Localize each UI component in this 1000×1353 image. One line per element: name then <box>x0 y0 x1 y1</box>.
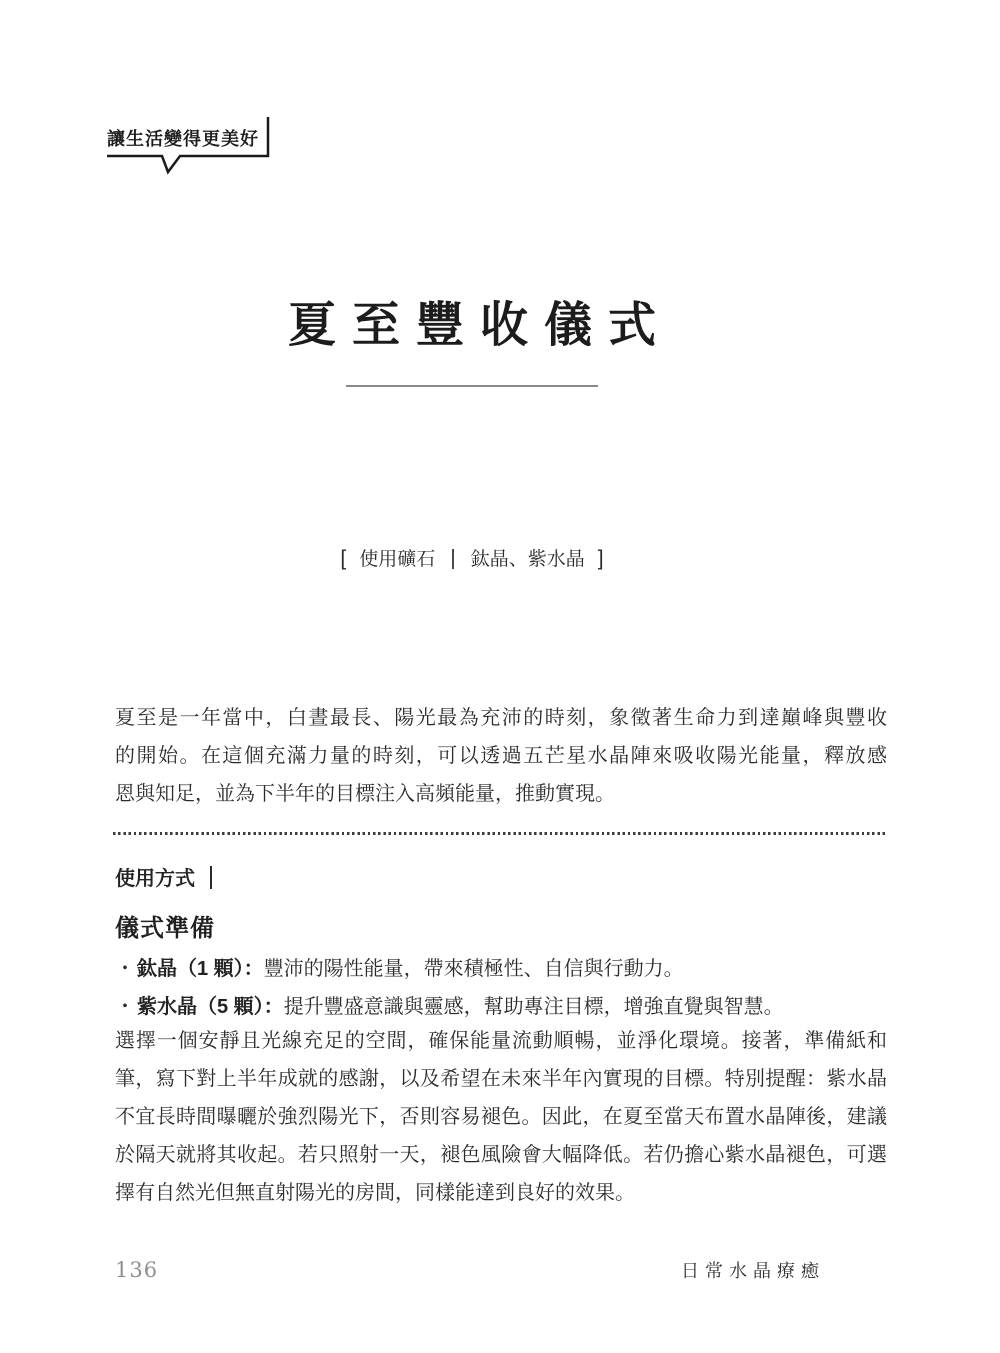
intro-line: 夏至是一年當中，白晝最長、陽光最為充沛的時刻，象徵著生命力到達巔峰與豐收 <box>115 707 887 729</box>
bullet-dot-icon: ・ <box>115 958 135 980</box>
stones-used-label: 使用礦石 <box>359 549 436 570</box>
vertical-bar-icon <box>210 866 212 889</box>
vertical-divider-icon <box>452 549 454 569</box>
bracket-right: ] <box>597 547 604 570</box>
page-title: 夏至豐收儀式 <box>287 299 672 352</box>
usage-method-label: 使用方式 <box>115 868 195 890</box>
page-number: 136 <box>115 1258 159 1282</box>
preparation-paragraph <box>115 1022 887 1212</box>
paragraph-line: 不宜長時間曝曬於強烈陽光下，否則容易褪色。因此，在夏至當天布置水晶陣後，建議 <box>115 1106 887 1128</box>
paragraph-line: 筆，寫下對上半年成就的感謝，以及希望在未來半年內實現的目標。特別提醒：紫水晶 <box>115 1068 887 1090</box>
intro-line: 恩與知足，並為下半年的目標注入高頻能量，推動實現。 <box>115 783 615 805</box>
paragraph-line: 選擇一個安靜且光線充足的空間，確保能量流動順暢，並淨化環境。接著，準備紙和 <box>115 1030 887 1052</box>
stones-used-value: 鈦晶、紫水晶 <box>470 549 585 570</box>
bullet-text: 提升豐盛意識與靈感，幫助專注目標，增強直覺與智慧。 <box>283 996 784 1018</box>
stones-used-line <box>0 544 944 571</box>
book-title: 日常水晶療癒 <box>681 1261 825 1281</box>
stone-bullet-list <box>115 950 887 1026</box>
dotted-divider <box>113 832 887 835</box>
bullet-text: 豐沛的陽性能量，帶來積極性、自信與行動力。 <box>263 958 684 980</box>
bullet-label: 鈦晶（1 顆）： <box>137 958 264 980</box>
bullet-label: 紫水晶（5 顆）： <box>137 996 284 1018</box>
chapter-tag-bubble <box>105 110 277 180</box>
list-item <box>115 950 887 988</box>
title-block <box>0 300 944 387</box>
bullet-dot-icon: ・ <box>115 996 135 1018</box>
chapter-tag-label: 讓生活變得更美好 <box>107 129 259 149</box>
preparation-heading: 儀式準備 <box>115 915 215 942</box>
bracket-left: [ <box>340 547 347 570</box>
intro-line: 的開始。在這個充滿力量的時刻，可以透過五芒星水晶陣來吸收陽光能量，釋放感 <box>115 745 887 767</box>
list-item <box>115 988 887 1026</box>
paragraph-line: 擇有自然光但無直射陽光的房間，同樣能達到良好的效果。 <box>115 1182 635 1204</box>
intro-paragraph <box>115 699 887 813</box>
usage-method-row <box>115 862 212 891</box>
paragraph-line: 於隔天就將其收起。若只照射一天，褪色風險會大幅降低。若仍擔心紫水晶褪色，可選 <box>115 1144 887 1166</box>
title-underline <box>346 385 598 387</box>
